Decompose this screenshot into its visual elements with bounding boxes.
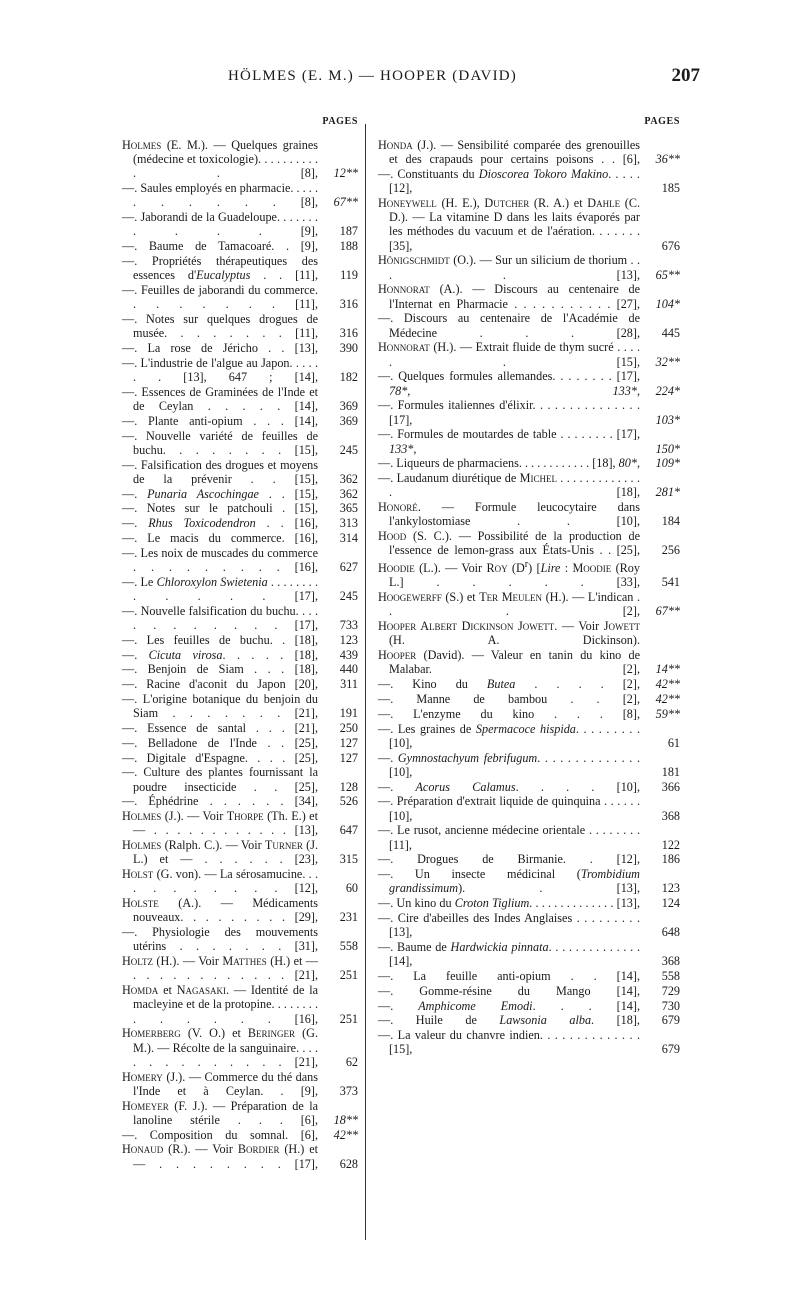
index-entry (122, 138, 358, 181)
entry-text: —. Le rusot, ancienne médecine orientale . . . . . . . . [11], (378, 823, 640, 852)
entry-text: —. Gomme-résine du Mango [14], (378, 983, 640, 998)
index-entry (378, 940, 680, 968)
entry-page-ref: 42** (333, 1127, 358, 1142)
entry-text: Homery (J.). — Commerce du thé dans l'Inde et à Ceylan. . [9], (122, 1069, 318, 1098)
index-entry (378, 852, 680, 866)
entry-page-ref: 362 (339, 471, 358, 486)
entry-page-ref: 311 (340, 677, 358, 692)
entry-text: Honnorat (A.). — Discours au centenaire de l'Internat en Pharmacie . . . . . . . . . . . [27], (378, 282, 640, 311)
index-entry (378, 167, 680, 195)
index-entry (122, 692, 358, 720)
entry-text: Holmes (E. M.). — Quelques graines (médecine et toxicologie). . . . . . . . . . . . [8], (122, 138, 318, 181)
entry-page-ref: 181 (661, 764, 680, 779)
entry-page-ref: 42** (655, 692, 680, 707)
index-entry (378, 282, 680, 310)
entry-page-ref: 42** (655, 677, 680, 692)
entry-text: —. La rose de Jéricho . . [13], (122, 341, 318, 355)
index-entry (378, 780, 680, 794)
entry-page-ref: 730 (661, 998, 680, 1013)
entry-text: —. Digitale d'Espagne. . . . [25], (122, 750, 318, 765)
index-entry (122, 1070, 358, 1098)
index-entry (378, 529, 680, 557)
entry-text: Holmes (J.). — Voir Thorpe (Th. E.) et — . . . . . . . . . . . . [13], (122, 809, 318, 838)
index-entry (378, 794, 680, 822)
entry-text: Hood (S. C.). — Possibilité de la production de l'essence de lemon-grass aux États-Unis . . [25], (378, 529, 640, 558)
entry-text: —. Baume de Tamacoaré. . [9], (122, 239, 318, 254)
column-heading (122, 116, 358, 138)
entry-text: —. Nouvelle falsification du buchu. . . . . . . . . . . . [17], (122, 603, 318, 632)
entry-text: Hoodie (L.). — Voir Roy $(D^r)$ [Lire : Moodie (Roy L.] . . . . . [33], (378, 559, 640, 590)
entry-page-ref: 186 (661, 852, 680, 867)
entry-list (378, 138, 680, 1057)
index-entry (378, 823, 680, 851)
entry-page-ref: 558 (339, 939, 358, 954)
entry-page-ref: 14** (655, 662, 680, 677)
index-entry (378, 999, 680, 1013)
entry-page-ref: 369 (339, 399, 358, 413)
pages-heading: PAGES (644, 116, 680, 127)
entry-text: Hönigschmidt (O.). — Sur un silicium de thorium . . . . [13], (378, 253, 640, 282)
entry-text: —. Drogues de Birmanie. . [12], (378, 852, 640, 867)
entry-text: —. Acorus Calamus. . . . [10], (378, 779, 640, 794)
entry-text: —. Jaborandi de la Guadeloupe. . . . . . . . . . . [9], (122, 210, 318, 239)
entry-text: —. Falsification des drogues et moyens de la prévenir . . [15], (122, 457, 318, 486)
entry-text: —. Formules de moutardes de table . . . . . . . . [17], 133*, (378, 427, 640, 456)
entry-text: —. Discours au centenaire de l'Académie de Médecine . . . [28], (378, 311, 640, 340)
entry-page-ref: 439 (339, 647, 358, 662)
entry-page-ref: 558 (661, 969, 680, 984)
index-entry (122, 546, 358, 574)
entry-text: Hooper Albert Dickinson Jowett. — Voir Jowett (H. A. Dickinson). (378, 619, 640, 648)
entry-page-ref: 67** (333, 195, 358, 210)
entry-page-ref: 316 (339, 326, 358, 341)
index-entry (378, 471, 680, 499)
entry-text: —. Constituants du Dioscorea Tokoro Makino. . . . . [12], (378, 167, 640, 196)
index-entry (378, 707, 680, 721)
index-entry (122, 954, 358, 982)
entry-page-ref: 119 (340, 268, 358, 283)
entry-text: Honaud (R.). — Voir Bordier (H.) et — . . . . . . . . [17], (122, 1142, 318, 1171)
column-heading (378, 116, 680, 138)
index-entry (122, 181, 358, 209)
entry-text: —. Propriétés thérapeutiques des essences d'Eucalyptus . . [11], (122, 254, 319, 283)
entry-text: —. Quelques formules allemandes. . . . . . . . [17], 78*, 133*, (378, 369, 640, 398)
pages-heading: PAGES (322, 116, 358, 127)
entry-page-ref: 245 (339, 588, 358, 603)
entry-text: —. La valeur du chanvre indien. . . . . . . . . . . . . . [15], (378, 1028, 640, 1057)
index-entry (122, 633, 358, 647)
entry-page-ref: 251 (339, 1011, 358, 1026)
entry-text: Honoré. — Formule leucocytaire dans l'ankylostomiase . . [10], (378, 500, 640, 529)
index-entry (122, 838, 358, 866)
entry-page-ref: 245 (339, 442, 358, 457)
entry-page-ref: 18** (333, 1112, 358, 1127)
index-entry (122, 254, 358, 282)
entry-page-ref: 390 (339, 341, 358, 355)
entry-text: —. Belladone de l'Inde . . [25], (122, 735, 318, 750)
entry-text: —. Feuilles de jaborandi du commerce. . . . . . . . [11], (122, 283, 318, 312)
entry-page-ref: 12** (333, 166, 358, 181)
entry-page-ref: 315 (339, 852, 358, 867)
entry-text: —. Essences de Graminées de l'Inde et de Ceylan . . . . . [14], (122, 384, 318, 413)
index-entry (122, 210, 358, 238)
entry-page-ref: 122 (661, 837, 680, 852)
index-entry (122, 414, 358, 428)
index-entry (122, 662, 358, 676)
entry-text: —. Baume de Hardwickia pinnata. . . . . . . . . . . . . . [14], (378, 940, 641, 969)
index-entry (378, 677, 680, 691)
entry-text: Holtz (H.). — Voir Matthes (H.) et — . . . . . . . . . . . . [21], (122, 954, 318, 983)
entry-page-ref: 62 (345, 1054, 358, 1069)
entry-page-ref: 733 (339, 617, 358, 632)
entry-page-ref: 366 (661, 779, 680, 794)
index-entry (122, 765, 358, 793)
index-entry (378, 369, 680, 397)
index-entry (122, 1128, 358, 1142)
index-entry (378, 751, 680, 779)
entry-text: —. Liqueurs de pharmaciens. . . . . . . . . . . . [18], 80*, (378, 456, 640, 471)
entry-text: —. Préparation d'extrait liquide de quinquina . . . . . . [10], (378, 794, 640, 823)
index-entry (378, 648, 680, 676)
index-entry (378, 253, 680, 281)
index-entry (122, 648, 358, 662)
entry-text: —. Éphédrine . . . . . . [34], (122, 794, 318, 809)
entry-text: —. Les feuilles de buchu. . [18], (122, 632, 318, 647)
entry-page-ref: 103* (655, 412, 680, 427)
running-header (120, 65, 700, 92)
entry-text: Hooper (David). — Valeur en tanin du kino de Malabar. [2], (378, 648, 640, 677)
index-entry (378, 500, 680, 528)
entry-text: Honda (J.). — Sensibilité comparée des grenouilles et des crapauds pour certains poisons . . [6], (378, 138, 640, 167)
index-entry (122, 983, 358, 1026)
entry-page-ref: 679 (661, 1042, 680, 1057)
entry-text: —. Saules employés en pharmacie. . . . . . . . . . . [8], (122, 181, 318, 210)
entry-text: —. Les noix de muscades du commerce . . . . . . . . . [16], (122, 545, 318, 574)
index-entry (122, 736, 358, 750)
entry-text: Homeyer (F. J.). — Préparation de la lanoline stérile . . . [6], (122, 1098, 318, 1127)
entry-page-ref: 729 (661, 983, 680, 998)
index-entry (378, 138, 680, 166)
index-entry (122, 385, 358, 413)
index-column-left (122, 116, 358, 1171)
entry-page-ref: 314 (339, 530, 358, 545)
entry-page-ref: 541 (661, 575, 680, 590)
entry-text: —. Amphicome Emodi. . . [14], (378, 998, 640, 1013)
index-entry (122, 516, 358, 530)
entry-text: —. Punaria Ascochingae . . [15], (122, 486, 319, 501)
entry-page-ref: 256 (661, 543, 680, 558)
entry-text: —. Gymnostachyum febrifugum. . . . . . . . . . . . . . [10], (378, 750, 641, 779)
index-entry (378, 867, 680, 895)
entry-text: Homda et Nagasaki. — Identité de la macleyine et de la protopine. . . . . . . . . . . . . . [16], (122, 983, 318, 1026)
entry-page-ref: 647 (339, 823, 358, 838)
entry-page-ref: 109* (655, 456, 680, 471)
entry-text: —. Laudanum diurétique de Michel . . . . . . . . . . . . . . [18], (378, 471, 640, 500)
entry-page-ref: 676 (661, 238, 680, 253)
entry-text: Holmes (Ralph. C.). — Voir Turner (J. L.) et — . . . . . . [23], (122, 838, 318, 867)
entry-page-ref: 60 (345, 881, 358, 896)
index-entry (122, 1099, 358, 1127)
entry-text: —. Plante anti-opium . . . [14], (122, 413, 318, 428)
index-entry (122, 487, 358, 501)
entry-page-ref: 182 (339, 370, 358, 384)
entry-page-ref: 526 (339, 794, 358, 809)
entry-page-ref: 67** (655, 604, 680, 619)
entry-page-ref: 313 (339, 516, 358, 531)
entry-list (122, 138, 358, 1171)
entry-page-ref: 440 (339, 662, 358, 677)
entry-page-ref: 251 (339, 968, 358, 983)
index-entry (378, 196, 680, 253)
index-entry (378, 984, 680, 998)
entry-page-ref: 369 (339, 413, 358, 428)
index-entry (378, 311, 680, 339)
entry-page-ref: 445 (661, 325, 680, 340)
index-entry (122, 531, 358, 545)
entry-text: Honnorat (H.). — Extrait fluide de thym sucré . . . . . . [15], (378, 340, 640, 369)
index-entry (122, 575, 358, 603)
entry-text: —. Kino du Butea . . . . [2], (378, 677, 640, 692)
index-entry (122, 239, 358, 253)
entry-page-ref: 123 (661, 881, 680, 896)
index-entry (122, 1142, 358, 1170)
index-entry (122, 501, 358, 515)
index-entry (122, 458, 358, 486)
entry-page-ref: 128 (339, 779, 358, 794)
entry-text: —. Formules italiennes d'élixir. . . . . . . . . . . . . . . [17], (378, 398, 640, 427)
entry-page-ref: 188 (339, 239, 358, 254)
column-divider (365, 124, 366, 1240)
entry-page-ref: 365 (339, 501, 358, 516)
entry-text: —. Cicuta virosa. . . . . [18], (122, 647, 319, 662)
entry-page-ref: 65** (655, 267, 680, 282)
entry-text: —. Notes sur quelques drogues de musée. . . . . . . . [11], (122, 312, 318, 341)
index-entry (378, 619, 680, 647)
index-entry (122, 896, 358, 924)
entry-text: —. Notes sur le patchouli . [15], (122, 501, 318, 516)
entry-page-ref: 627 (339, 559, 358, 574)
index-entry (378, 340, 680, 368)
entry-text: Holst (G. von). — La sérosamucine. . . . . . . . . . . [12], (122, 867, 318, 896)
page-number: 207 (671, 65, 700, 86)
entry-page-ref: 231 (339, 910, 358, 925)
entry-page-ref: 648 (661, 925, 680, 940)
index-entry (378, 456, 680, 470)
entry-text: Hoogewerff (S.) et Ter Meulen (H.). — L'indican . . . [2], (378, 590, 640, 619)
index-entry (122, 867, 358, 895)
entry-text: —. Un insecte médicinal (Trombidium grandissimum). . [13], (378, 867, 640, 896)
index-entry (378, 1028, 680, 1056)
index-entry (122, 794, 358, 808)
index-entry (122, 341, 358, 355)
entry-text: —. Benjoin de Siam . . . [18], (122, 662, 318, 677)
index-entry (122, 809, 358, 837)
entry-text: —. Composition du somnal. [6], (122, 1127, 318, 1142)
index-entry (122, 925, 358, 953)
entry-text: —. L'origine botanique du benjoin du Siam . . . . . . . [21], (122, 691, 318, 721)
entry-text: —. Racine d'aconit du Japon [20], (122, 677, 318, 692)
index-entry (378, 969, 680, 983)
entry-page-ref: 59** (655, 706, 680, 721)
index-entry (378, 692, 680, 706)
entry-text: Holste (A.). — Médicaments nouveaux. . . . . . . . . [29], (122, 896, 318, 925)
index-entry (122, 1026, 358, 1069)
index-entry (378, 896, 680, 910)
entry-page-ref: 124 (661, 896, 680, 911)
entry-page-ref: 36** (655, 152, 680, 167)
entry-text: —. Le macis du commerce. [16], (122, 530, 318, 545)
entry-page-ref: 127 (339, 750, 358, 765)
index-entry (122, 356, 358, 384)
index-entry (378, 558, 680, 589)
entry-text: —. Nouvelle variété de feuilles de buchu. . . . . . . . [15], (122, 428, 318, 457)
entry-text: —. Huile de Lawsonia alba. [18], (378, 1013, 640, 1028)
entry-text: —. Essence de santal . . . [21], (122, 720, 318, 735)
entry-page-ref: 362 (339, 486, 358, 501)
entry-text: —. L'industrie de l'algue au Japon. . . . . . . [13], 647 ; [14], (122, 355, 318, 384)
entry-page-ref: 368 (661, 808, 680, 823)
entry-text: Homerberg (V. O.) et Beringer (G. M.). — Récolte de la sanguinaire. . . . . . . . . . . . . . [21], (122, 1026, 318, 1069)
entry-page-ref: 61 (667, 735, 680, 750)
entry-page-ref: 104* (655, 296, 680, 311)
entry-text: —. Manne de bambou . . [2], (378, 692, 640, 707)
entry-page-ref: 150* (655, 441, 680, 456)
index-entry (122, 677, 358, 691)
entry-text: Honeywell (H. E.), Dutcher (R. A.) et Dahle (C. D.). — La vitamine D dans les laits évaporés par les méthodes du vacuum et de l'aération. . . . . . . [35], (378, 196, 641, 253)
entry-page-ref: 123 (339, 632, 358, 647)
entry-page-ref: 316 (339, 297, 358, 312)
index-entry (378, 398, 680, 426)
entry-page-ref: 191 (339, 706, 358, 721)
entry-text: —. L'enzyme du kino . . . [8], (378, 706, 640, 721)
entry-page-ref: 187 (339, 224, 358, 239)
index-entry (122, 312, 358, 340)
index-entry (378, 911, 680, 939)
entry-page-ref: 224* (655, 383, 680, 398)
entry-page-ref: 127 (339, 735, 358, 750)
index-entry (122, 751, 358, 765)
index-column-right (378, 116, 680, 1057)
index-entry (122, 721, 358, 735)
entry-text: —. La feuille anti-opium . . [14], (378, 969, 640, 984)
entry-text: —. Un kino du Croton Tiglium. . . . . . . . . . . . . . [13], (378, 896, 640, 911)
entry-text: —. Physiologie des mouvements utérins . . . . . . . [31], (122, 925, 318, 954)
entry-page-ref: 628 (339, 1156, 358, 1171)
entry-page-ref: 32** (655, 354, 680, 369)
entry-page-ref: 185 (661, 181, 680, 196)
index-entry (122, 283, 358, 311)
entry-text: —. Les graines de Spermacoce hispida. . . . . . . . . [10], (378, 721, 641, 750)
entry-page-ref: 679 (661, 1013, 680, 1028)
index-entry (378, 427, 680, 455)
index-entry (122, 604, 358, 632)
index-entry (378, 590, 680, 618)
index-entry (122, 429, 358, 457)
index-entry (378, 722, 680, 750)
entry-page-ref: 184 (661, 514, 680, 529)
entry-page-ref: 373 (339, 1083, 358, 1098)
entry-page-ref: 368 (661, 954, 680, 969)
entry-text: —. Culture des plantes fournissant la poudre insecticide . . [25], (122, 765, 318, 794)
index-entry (378, 1013, 680, 1027)
entry-text: —. Rhus Toxicodendron . . [16], (122, 516, 319, 531)
entry-page-ref: 281* (655, 485, 680, 500)
entry-page-ref: 250 (339, 720, 358, 735)
header-title: HÖLMES (E. M.) — HOOPER (DAVID) (228, 68, 517, 84)
entry-text: —. Cire d'abeilles des Indes Anglaises . . . . . . . . . [13], (378, 911, 640, 940)
entry-text: —. Le Chloroxylon Swietenia . . . . . . . . . . . . . [17], (122, 574, 318, 603)
